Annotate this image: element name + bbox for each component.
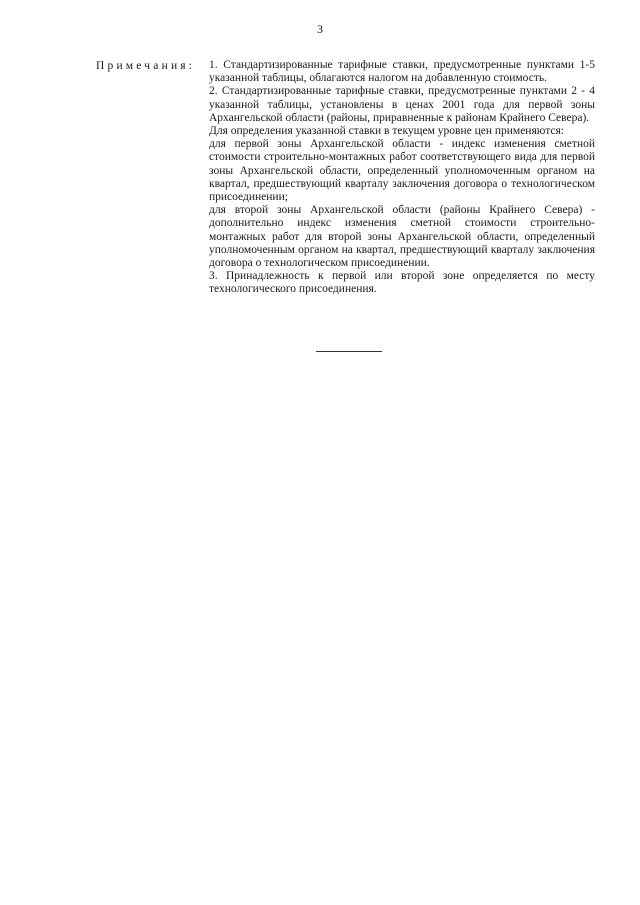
page-number: 3 <box>317 22 323 36</box>
note-paragraph-3: Для определения указанной ставки в текущем уровне цен применяются: <box>209 125 564 138</box>
note-paragraph-5: для второй зоны Архангельской области (районы Крайнего Севера) - дополнительно индекс изменения сметной стоимости строительно-монтажных работ для второй зоны Архангельской области, определенный уполномоченным органом на квартал, предшествующий кварталу заключения договора о технологическом присоединении. <box>209 204 595 270</box>
note-paragraph-2: 2. Стандартизированные тарифные ставки, предусмотренные пунктами 2 - 4 указанной таблицы, установлены в ценах 2001 года для первой зоны Архангельской области (районы, приравненные к районам Крайнего Севера). <box>209 85 595 124</box>
end-separator-line <box>316 351 382 352</box>
notes-label: Примечания: <box>96 60 196 72</box>
note-paragraph-1: 1. Стандартизированные тарифные ставки, предусмотренные пунктами 1-5 указанной таблицы, облагаются налогом на добавленную стоимость. <box>209 59 595 85</box>
notes-body <box>209 59 595 297</box>
note-paragraph-4: для первой зоны Архангельской области - индекс изменения сметной стоимости строительно-монтажных работ соответствующего вида для первой зоны Архангельской области, определенный уполномоченным органом на квартал, предшествующий кварталу заключения договора о технологическом присоединении; <box>209 138 595 204</box>
note-paragraph-6: 3. Принадлежность к первой или второй зоне определяется по месту технологического присоединения. <box>209 270 595 296</box>
